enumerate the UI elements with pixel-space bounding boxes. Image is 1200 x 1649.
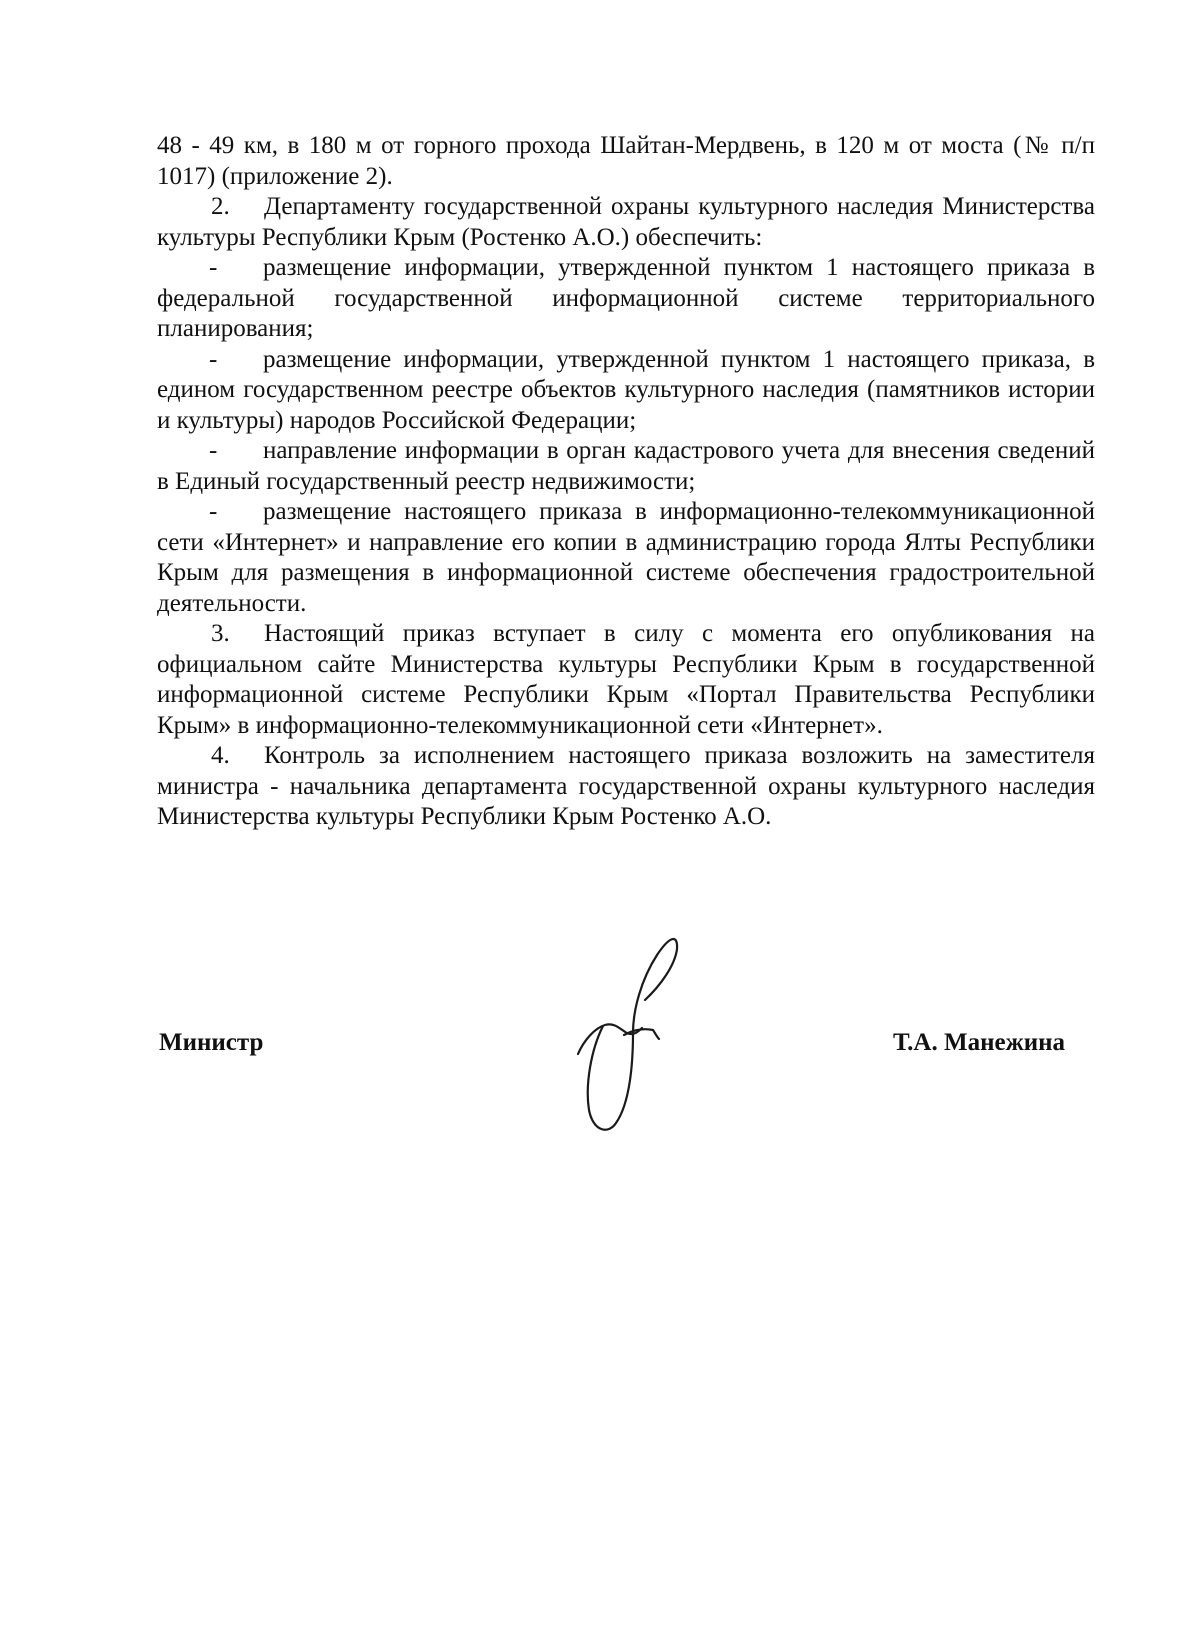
paragraph-item-4 [157,741,1095,833]
bullet-marker: - [209,254,218,281]
item-number: 3. [211,620,230,647]
bullet-marker: - [209,498,218,525]
bullet-item [157,253,1095,345]
bullet-marker: - [209,345,218,373]
bullet-text: размещение информации, утвержденной пунктом 1 настоящего приказа в федеральной государственной информационной системе территориального планирования; [157,254,1095,342]
paragraph-continuation [157,131,1095,192]
signer-position: Министр [159,1029,264,1056]
bullet-item [157,497,1095,619]
bullet-text: размещение информации, утвержденной пунктом 1 настоящего приказа, в едином государственном реестре объектов культурного наследия (памятников истории и культуры) народов Российской Федерации; [157,345,1095,434]
bullet-marker: - [209,437,218,464]
handwritten-signature [575,925,735,1135]
paragraph-text: Настоящий приказ вступает в силу с момента его опубликования на официальном сайте Министерства культуры Республики Крым в государственной информационной системе Республики Крым «Портал Правительства Республики Крым» в информационно-телекоммуникационной сети «Интернет». [157,620,1095,739]
bullet-item [157,436,1095,497]
signer-name: Т.А. Манежина [893,1029,1066,1056]
paragraph-item-2 [157,192,1095,253]
paragraph-text: 48 - 49 км, в 180 м от горного прохода Шайтан-Мердвень, в 120 м от моста (№ п/п 1017) (приложение 2). [157,132,1095,190]
bullet-text: размещение настоящего приказа в информационно-телекоммуникационной сети «Интернет» и направление его копии в администрацию города Ялты Республики Крым для размещения в информационной системе обеспечения градостроительной деятельности. [157,498,1095,617]
document-body [157,131,1095,833]
bullet-item [157,345,1095,437]
paragraph-text: Департаменту государственной охраны культурного наследия Министерства культуры Республики Крым (Ростенко А.О.) обеспечить: [157,193,1095,251]
paragraph-text: Контроль за исполнением настоящего приказа возложить на заместителя министра - начальника департамента государственной охраны культурного наследия Министерства культуры Республики Крым Ростенко А.О. [157,742,1095,830]
item-number: 2. [211,193,230,220]
paragraph-item-3 [157,619,1095,741]
bullet-text: направление информации в орган кадастрового учета для внесения сведений в Единый государственный реестр недвижимости; [157,437,1095,495]
item-number: 4. [211,742,230,769]
